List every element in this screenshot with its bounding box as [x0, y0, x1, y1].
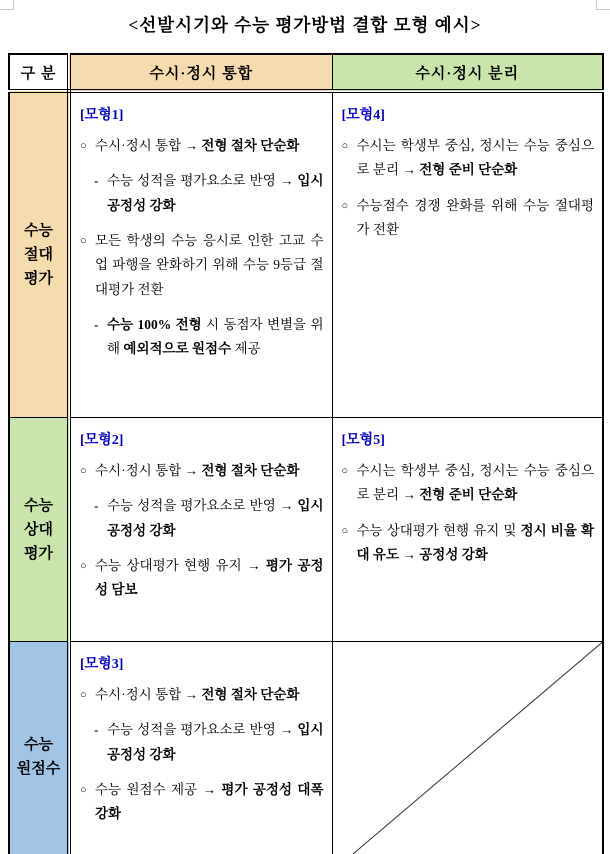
paragraph-text: 수시·정시 통합 → 전형 절차 단순화 [95, 463, 300, 479]
bullet-marker: ○ [341, 524, 349, 537]
paragraph-text: 수시는 학생부 중심, 정시는 수능 중심으로 분리 → 전형 준비 단순화 [356, 138, 594, 178]
bullet-marker: ○ [80, 140, 87, 153]
model-cell [69, 642, 332, 854]
table-row [9, 642, 603, 854]
bullet-marker: - [94, 498, 99, 514]
model-label: [모형5] [341, 433, 385, 448]
paragraph-text: 수능점수 경쟁 완화를 위해 수능 절대평가 전환 [356, 197, 594, 238]
diagonal-line [333, 642, 603, 854]
model-cell [69, 91, 332, 418]
bullet-marker: ○ [341, 199, 349, 212]
paragraph-text: 수능 성적을 평가요소로 반영 → 입시 공정성 강화 [107, 722, 324, 762]
bullet-paragraph [80, 683, 324, 707]
page-title: <선발시기와 수능 평가방법 결합 모형 예시> [128, 15, 482, 35]
model-label: [모형1] [80, 108, 124, 123]
sub-bullet-paragraph [80, 169, 324, 218]
model-cell [332, 91, 603, 418]
header-cell-integrated: 수시·정시 통합 [69, 54, 332, 91]
bullet-marker: ○ [80, 784, 87, 797]
paragraph-text: 수시·정시 통합 → 전형 절차 단순화 [95, 138, 300, 154]
header-row [9, 54, 603, 91]
paragraph-text: 수능 성적을 평가요소로 반영 → 입시 공정성 강화 [107, 173, 324, 213]
bullet-marker: ○ [80, 560, 87, 573]
header-cell-category: 구 분 [9, 54, 69, 91]
bullet-paragraph [80, 459, 324, 483]
model-label: [모형3] [80, 657, 124, 672]
row-header-cell: 수능 상대 평가 [9, 418, 69, 642]
table-row [9, 91, 603, 418]
sub-bullet-paragraph [80, 313, 324, 362]
bullet-marker: ○ [80, 235, 87, 248]
bullet-marker: ○ [341, 465, 349, 478]
model-label: [모형2] [80, 433, 124, 448]
empty-diagonal-cell [332, 642, 603, 854]
bullet-paragraph [342, 519, 595, 568]
paragraph-text: 수시는 학생부 중심, 정시는 수능 중심으로 분리 → 전형 준비 단순화 [356, 463, 594, 503]
table-row [9, 418, 603, 642]
bullet-marker: ○ [80, 465, 87, 478]
bullet-paragraph [342, 194, 595, 243]
paragraph-text: 수능 100% 전형 시 동점자 변별을 위해 예외적으로 원점수 제공 [107, 316, 324, 357]
sub-bullet-paragraph [80, 718, 324, 767]
bullet-paragraph [80, 229, 324, 302]
bullet-marker: - [94, 316, 99, 332]
paragraph-text: 수시·정시 통합 → 전형 절차 단순화 [95, 687, 300, 703]
model-comparison-table [8, 53, 604, 854]
row-header-cell: 수능 원점수 [9, 642, 69, 854]
model-label: [모형4] [341, 108, 385, 123]
table-body [9, 91, 603, 854]
bullet-paragraph [80, 554, 324, 603]
paragraph-text: 모든 학생의 수능 응시로 인한 고교 수업 파행을 완화하기 위해 수능 9등급 절대평가 전환 [95, 233, 324, 297]
paragraph-text: 수능 상대평가 현행 유지 → 평가 공정성 담보 [95, 558, 324, 598]
bullet-paragraph [80, 778, 324, 827]
paragraph-text: 수능 원점수 제공 → 평가 공정성 대폭 강화 [95, 782, 324, 822]
row-header-cell: 수능 절대 평가 [9, 91, 69, 418]
bullet-marker: ○ [341, 140, 349, 153]
page-corner-mark-left [0, 0, 14, 10]
sub-bullet-paragraph [80, 494, 324, 543]
bullet-marker: - [94, 173, 99, 189]
bullet-marker: - [94, 722, 99, 738]
bullet-marker: ○ [80, 689, 87, 702]
page-corner-mark-right [596, 0, 610, 10]
paragraph-text: 수능 상대평가 현행 유지 및 정시 비율 확대 유도 → 공정성 강화 [356, 522, 594, 563]
bullet-paragraph [342, 459, 595, 508]
model-cell [332, 418, 603, 642]
paragraph-text: 수능 성적을 평가요소로 반영 → 입시 공정성 강화 [107, 498, 324, 538]
bullet-paragraph [80, 134, 324, 158]
model-cell [69, 418, 332, 642]
bullet-paragraph [342, 134, 595, 183]
header-cell-separated: 수시·정시 분리 [332, 54, 603, 91]
